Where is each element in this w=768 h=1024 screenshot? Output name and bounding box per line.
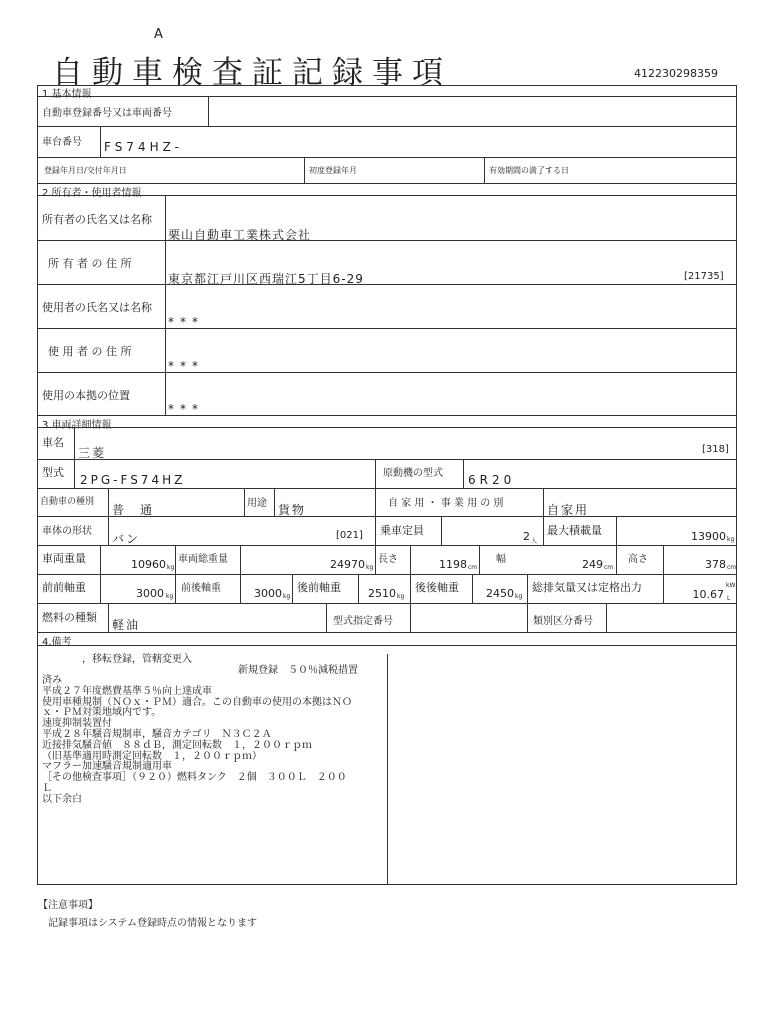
max-load-value: 13900	[691, 530, 726, 543]
height-unit: cm	[727, 564, 737, 571]
rule	[441, 516, 442, 545]
rule	[37, 195, 737, 196]
rear-front-axle-value: 2510	[368, 587, 396, 600]
private-business-label: 自 家 用 ・ 事 業 用 の 別	[388, 498, 504, 509]
header-mark: A	[154, 27, 163, 42]
front-rear-axle-value: 3000	[254, 587, 282, 600]
rule	[100, 126, 101, 157]
rule	[484, 157, 485, 183]
type-design-number-label: 型式指定番号	[333, 616, 393, 627]
rule	[37, 603, 737, 604]
section-vehicle: 3.車両詳細情報	[42, 420, 112, 431]
owner-address-label: 所 有 者 の 住 所	[48, 257, 132, 270]
width-unit: cm	[604, 564, 614, 571]
rule	[410, 574, 411, 603]
document-title: 自動車検査証記録事項	[52, 55, 452, 91]
rule	[100, 545, 101, 574]
capacity-label: 乗車定員	[380, 524, 424, 537]
owner-address-code: [21735]	[684, 271, 724, 282]
rule	[616, 545, 617, 574]
rear-rear-axle-unit: kg	[515, 593, 523, 600]
gross-weight-unit: kg	[366, 564, 374, 571]
class-number-label: 類別区分番号	[533, 616, 593, 627]
rule	[37, 459, 737, 460]
rule	[37, 574, 737, 575]
vehicle-weight-label: 車両重量	[42, 552, 86, 565]
rule	[326, 603, 327, 632]
owner-name-label: 所有者の氏名又は名称	[42, 213, 152, 226]
owner-address-value: 東京都江戸川区西瑞江5丁目6-29	[168, 272, 364, 286]
capacity-unit: 人	[531, 538, 538, 545]
kind-value: 普 通	[112, 503, 155, 517]
rule	[292, 574, 293, 603]
user-name-value: ***	[168, 315, 204, 329]
rule	[37, 415, 737, 416]
rule	[108, 516, 109, 545]
section-remarks: 4.備考	[42, 637, 72, 648]
rule	[527, 603, 528, 632]
model-label: 型式	[42, 466, 64, 479]
width-value: 249	[582, 558, 603, 571]
front-front-axle-label: 前前軸重	[42, 581, 86, 594]
reg-no-label: 自動車登録番号又は車両番号	[42, 108, 172, 119]
engine-value: 6R20	[468, 473, 516, 487]
model-value: 2PG-FS74HZ	[80, 473, 186, 487]
rule	[37, 645, 737, 646]
rule	[543, 488, 544, 516]
height-label: 高さ	[628, 554, 648, 565]
rule	[410, 545, 411, 574]
rule	[37, 328, 737, 329]
rule	[479, 545, 480, 574]
front-front-axle-value: 3000	[136, 587, 164, 600]
owner-name-value: 栗山自動車工業株式会社	[168, 228, 312, 242]
first-reg-label: 初度登録年月	[309, 166, 357, 175]
rule	[37, 284, 737, 285]
rule	[663, 545, 664, 574]
length-label: 長さ	[378, 554, 398, 565]
use-value: 貨物	[278, 503, 307, 517]
rule	[208, 96, 209, 126]
section-owner: 2.所有者・使用者情報	[42, 188, 142, 199]
base-location-label: 使用の本拠の位置	[42, 389, 130, 402]
rule	[387, 654, 388, 885]
remarks-line-1: ，移転登録，管轄変更入	[72, 654, 192, 665]
rule	[37, 240, 737, 241]
rule	[375, 516, 376, 545]
vehicle-weight-unit: kg	[167, 564, 175, 571]
remarks-body: 済み 平成２７年度燃費基準５％向上達成車 使用車種規制（ＮＯｘ・ＰＭ）適合。この自動車の使用の本拠はＮＯ ｘ・ＰＭ対策地域内です。 速度抑制装置付 平成２８年騒音規制車，騒音カテゴリ Ｎ３Ｃ２Ａ 近接排気騒音値 ８８ｄＢ，測定回転数 １，２００ｒｐｍ （旧基準適用時測定回転数 １，２００ｒｐｍ） マフラー加速騒音規制適用車 ［その他検査事項］（９２０）燃料タンク ２個 ３００Ｌ ２００ Ｌ 以下余白	[42, 675, 352, 805]
gross-weight-value: 24970	[330, 558, 365, 571]
vehicle-weight-value: 10960	[131, 558, 166, 571]
remarks-line-2: 新規登録 ５０％減税措置	[238, 665, 358, 676]
length-value: 1198	[439, 558, 467, 571]
rule	[410, 603, 411, 632]
max-load-label: 最大積載量	[547, 524, 602, 537]
rule	[37, 183, 737, 184]
user-name-label: 使用者の氏名又は名称	[42, 301, 152, 314]
rule	[37, 157, 737, 158]
rule	[463, 459, 464, 488]
front-front-axle-unit: kg	[166, 593, 174, 600]
user-address-label: 使 用 者 の 住 所	[48, 345, 132, 358]
rule	[108, 603, 109, 632]
front-rear-axle-label: 前後軸重	[181, 583, 221, 594]
rule	[37, 488, 737, 489]
rule	[175, 545, 176, 574]
base-location-value: ***	[168, 402, 204, 416]
rule	[543, 516, 544, 545]
make-label: 車名	[42, 436, 64, 449]
rear-rear-axle-value: 2450	[486, 587, 514, 600]
rule	[108, 488, 109, 516]
capacity-value: 2	[523, 530, 530, 543]
length-unit: cm	[468, 564, 478, 571]
fuel-type-label: 燃料の種類	[42, 611, 97, 624]
expiry-label: 有効期間の満了する日	[489, 166, 569, 175]
rule	[527, 574, 528, 603]
make-value: 三菱	[78, 446, 107, 460]
use-label: 用途	[247, 498, 267, 509]
rule	[37, 372, 737, 373]
notes-text: 記録事項はシステム登録時点の情報となります	[48, 918, 257, 929]
fuel-type-value: 軽油	[112, 618, 141, 632]
displacement-unit-l: L	[727, 595, 731, 602]
body-shape-code: [021]	[336, 530, 363, 541]
engine-label: 原動機の型式	[383, 468, 443, 479]
displacement-label: 総排気量又は定格出力	[532, 581, 642, 594]
rule	[304, 157, 305, 183]
rule	[375, 545, 376, 574]
chassis-value: FS74HZ-	[104, 140, 183, 154]
displacement-unit-kw: kW	[726, 582, 736, 589]
front-rear-axle-unit: kg	[283, 593, 291, 600]
private-business-value: 自家用	[547, 503, 590, 517]
rule	[606, 603, 607, 632]
displacement-value: 10.67	[692, 588, 724, 601]
notes-heading: 【注意事項】	[38, 900, 98, 911]
rule	[616, 516, 617, 545]
rule	[175, 574, 176, 603]
width-label: 幅	[496, 554, 506, 565]
rear-front-axle-unit: kg	[397, 593, 405, 600]
rule	[37, 632, 737, 633]
rule	[37, 427, 737, 428]
chassis-label: 車台番号	[42, 137, 82, 148]
body-shape-label: 車体の形状	[42, 526, 92, 537]
rear-front-axle-label: 後前軸重	[297, 581, 341, 594]
rule	[274, 488, 275, 516]
body-shape-value: バン	[112, 532, 141, 546]
rule	[37, 126, 737, 127]
rule	[240, 574, 241, 603]
rule	[244, 488, 245, 516]
rule	[375, 488, 376, 516]
rear-rear-axle-label: 後後軸重	[415, 581, 459, 594]
max-load-unit: kg	[727, 536, 735, 543]
reg-date-label: 登録年月日/交付年月日	[44, 166, 127, 175]
kind-label: 自動車の種別	[40, 497, 95, 507]
height-value: 378	[705, 558, 726, 571]
rule	[100, 574, 101, 603]
rule	[358, 574, 359, 603]
section-basic: 1.基本情報	[42, 89, 92, 100]
rule	[74, 427, 75, 488]
gross-weight-label: 車両総重量	[178, 554, 228, 565]
rule	[37, 545, 737, 546]
document-number: 412230298359	[634, 67, 718, 80]
rule	[165, 195, 166, 415]
rule	[472, 574, 473, 603]
rule	[663, 574, 664, 603]
make-code: [318]	[702, 444, 729, 455]
rule	[37, 96, 737, 97]
rule	[240, 545, 241, 574]
user-address-value: ***	[168, 359, 204, 373]
rule	[375, 459, 376, 488]
